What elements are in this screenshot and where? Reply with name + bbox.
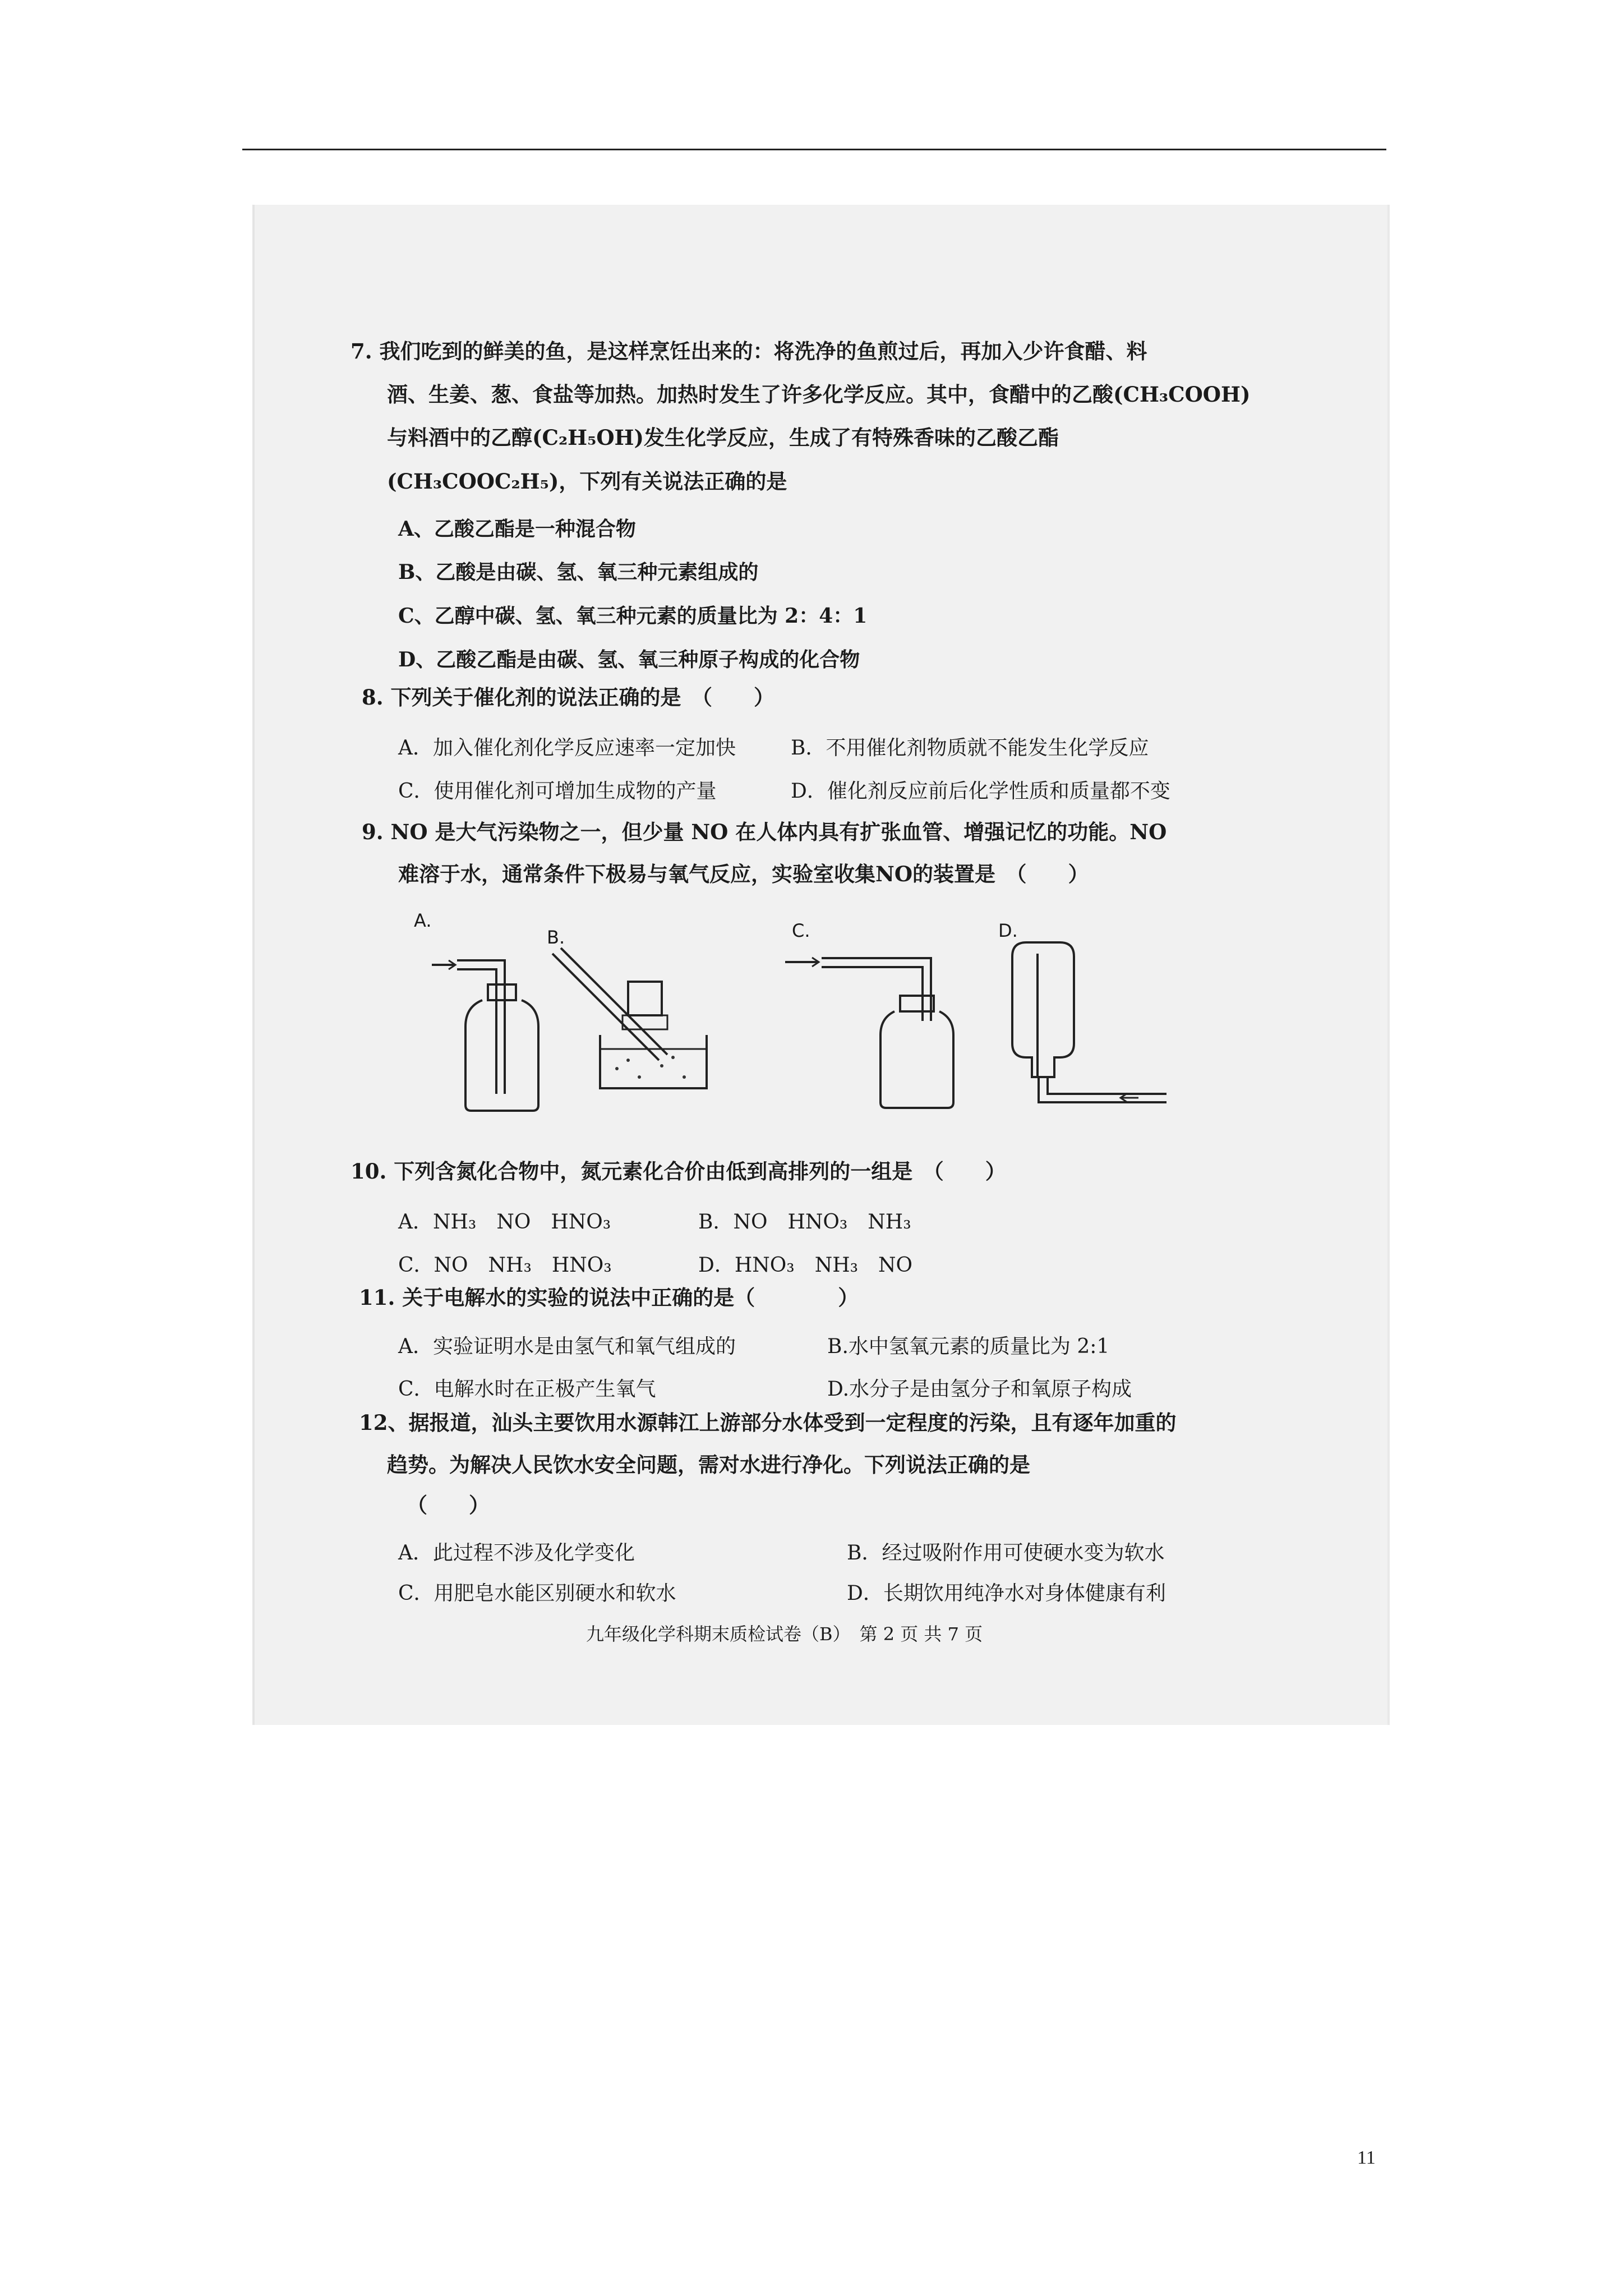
apparatus-label-c: C. bbox=[792, 920, 810, 941]
q11-option-d: D.水分子是由氢分子和氧原子构成 bbox=[827, 1378, 1132, 1401]
q7-line-4: (CH₃COOC₂H₅)，下列有关说法正确的是 bbox=[387, 469, 787, 494]
q11-stem: 11. 关于电解水的实验的说法中正确的是（ ） bbox=[359, 1285, 859, 1310]
q10-option-b: B．NO HNO₃ NH₃ bbox=[698, 1211, 911, 1234]
q8-option-b: B．不用催化剂物质就不能发生化学反应 bbox=[791, 737, 1149, 760]
q10-stem: 10. 下列含氮化合物中，氮元素化合价由低到高排列的一组是 （ ） bbox=[351, 1159, 1006, 1184]
apparatus-b bbox=[552, 948, 707, 1088]
q12-line-2: 趋势。为解决人民饮水安全问题，需对水进行净化。下列说法正确的是 bbox=[387, 1452, 1030, 1477]
gas-collection-apparatus-figure bbox=[393, 909, 1245, 1133]
apparatus-label-d: D. bbox=[998, 920, 1018, 941]
q12-line-3: （ ） bbox=[407, 1493, 490, 1517]
q8-option-d: D．催化剂反应前后化学性质和质量都不变 bbox=[791, 780, 1170, 803]
apparatus-a bbox=[432, 960, 538, 1111]
q9-line-1: 9. NO 是大气污染物之一，但少量 NO 在人体内具有扩张血管、增强记忆的功能。NO bbox=[362, 820, 1167, 844]
q8-option-a: A．加入催化剂化学反应速率一定加快 bbox=[398, 737, 736, 760]
q9-line-2: 难溶于水，通常条件下极易与氧气反应，实验室收集NO的装置是 （ ） bbox=[398, 862, 1089, 886]
apparatus-label-a: A. bbox=[414, 910, 432, 931]
apparatus-label-b: B. bbox=[547, 927, 565, 948]
q10-option-c: C．NO NH₃ HNO₃ bbox=[398, 1254, 612, 1277]
header-rule bbox=[242, 149, 1386, 150]
apparatus-c bbox=[785, 958, 953, 1108]
q8-option-c: C．使用催化剂可增加生成物的产量 bbox=[398, 780, 717, 803]
q7-line-1: 7. 我们吃到的鲜美的鱼，是这样烹饪出来的：将洗净的鱼煎过后，再加入少许食醋、料 bbox=[351, 339, 1147, 364]
apparatus-d bbox=[1012, 942, 1166, 1102]
page-number: 11 bbox=[1357, 2147, 1376, 2168]
q10-option-a: A．NH₃ NO HNO₃ bbox=[398, 1211, 611, 1234]
exam-footer: 九年级化学科期末质检试卷（B） 第 2 页 共 7 页 bbox=[586, 1623, 983, 1645]
q7-line-3: 与料酒中的乙醇(C₂H₅OH)发生化学反应，生成了有特殊香味的乙酸乙酯 bbox=[387, 425, 1059, 450]
q7-option-d: D、乙酸乙酯是由碳、氢、氧三种原子构成的化合物 bbox=[398, 648, 860, 671]
q7-option-c: C、乙醇中碳、氢、氧三种元素的质量比为 2：4：1 bbox=[398, 604, 868, 628]
q11-option-c: C．电解水时在正极产生氧气 bbox=[398, 1378, 656, 1401]
q8-stem: 8. 下列关于催化剂的说法正确的是 （ ） bbox=[362, 685, 775, 710]
q7-option-a: A、乙酸乙酯是一种混合物 bbox=[398, 517, 636, 541]
q12-option-b: B．经过吸附作用可使硬水变为软水 bbox=[847, 1542, 1165, 1565]
q12-option-a: A．此过程不涉及化学变化 bbox=[398, 1542, 635, 1565]
q11-option-b: B.水中氢氧元素的质量比为 2:1 bbox=[827, 1335, 1110, 1358]
q12-option-c: C．用肥皂水能区别硬水和软水 bbox=[398, 1582, 676, 1605]
q10-option-d: D．HNO₃ NH₃ NO bbox=[698, 1254, 913, 1277]
q12-line-1: 12、据报道，汕头主要饮用水源韩江上游部分水体受到一定程度的污染，且有逐年加重的 bbox=[359, 1410, 1177, 1435]
q11-option-a: A．实验证明水是由氢气和氧气组成的 bbox=[398, 1335, 736, 1358]
q7-line-2: 酒、生姜、葱、食盐等加热。加热时发生了许多化学反应。其中，食醋中的乙酸(CH₃COOH) bbox=[387, 382, 1251, 407]
q12-option-d: D．长期饮用纯净水对身体健康有利 bbox=[847, 1582, 1166, 1605]
q7-option-b: B、乙酸是由碳、氢、氧三种元素组成的 bbox=[398, 560, 759, 584]
